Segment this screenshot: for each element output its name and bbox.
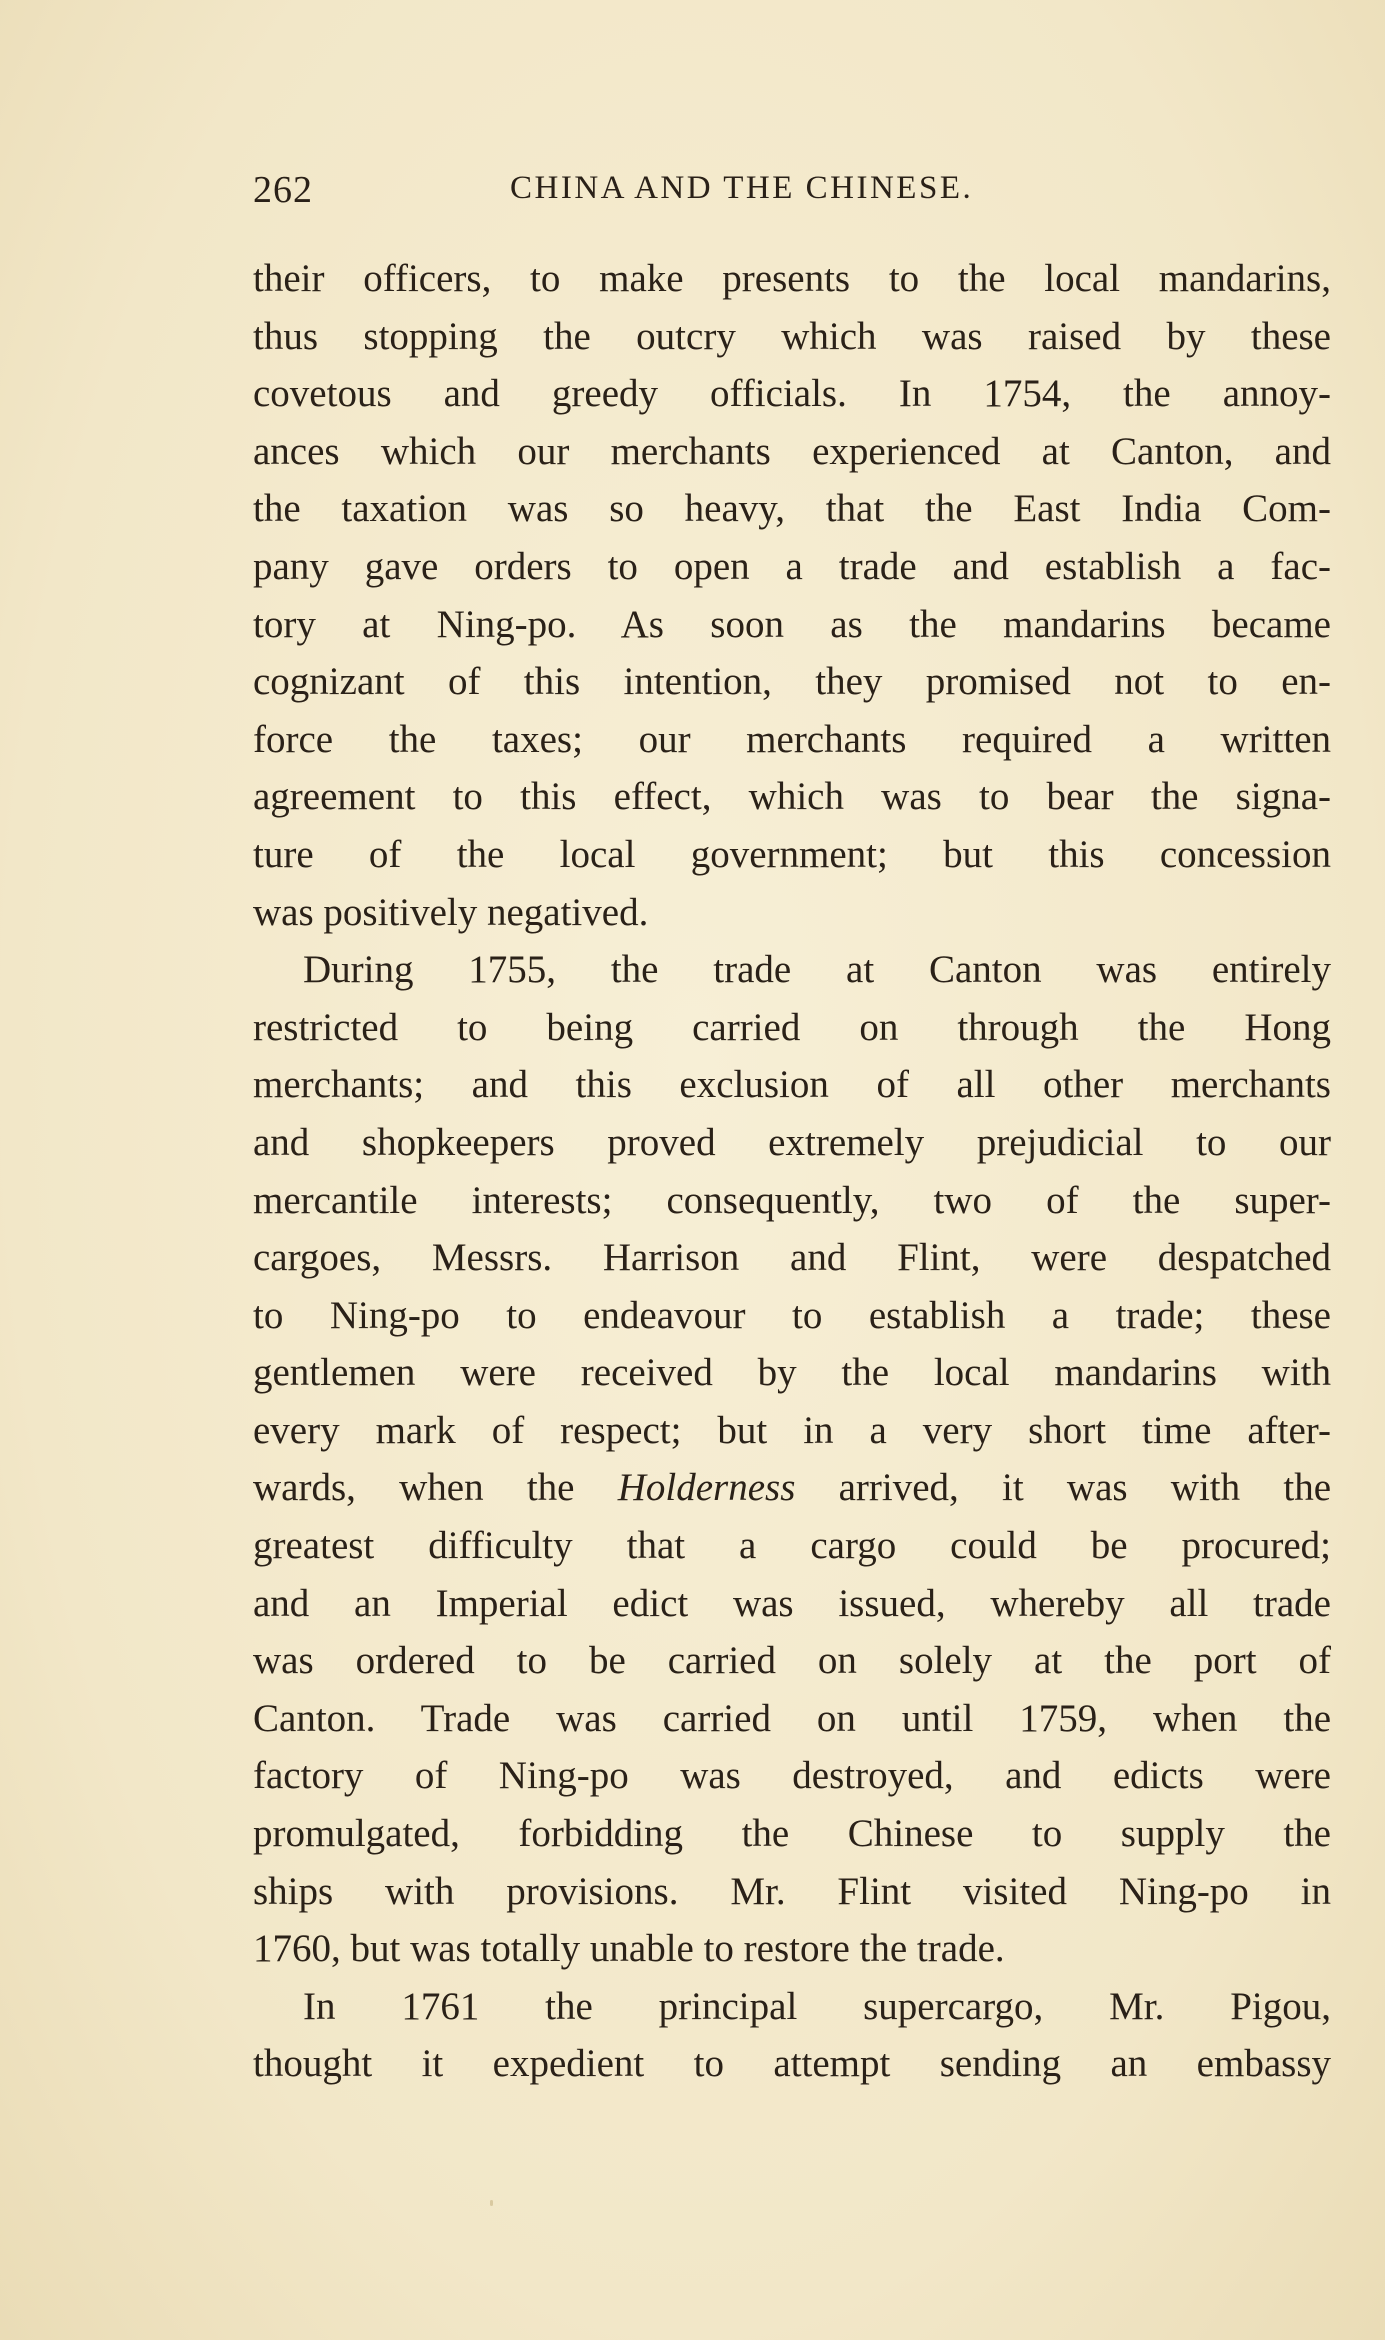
text-segment: wards, when the	[253, 1466, 575, 1510]
text-line: every mark of respect; but in a very short time after-	[253, 1408, 1331, 1452]
text-line: force the taxes; our merchants required a written	[253, 717, 1331, 761]
text-segment: arrived, it was with the	[838, 1466, 1332, 1510]
text-line: ances which our merchants experienced at Canton, and	[253, 429, 1331, 473]
text-line: the taxation was so heavy, that the East India Com-	[253, 487, 1331, 531]
text-line: mercantile interests; consequently, two of the super-	[253, 1178, 1331, 1222]
text-line: cargoes, Messrs. Harrison and Flint, were despatched	[253, 1236, 1331, 1280]
text-line: 1760, but was totally unable to restore the trade.	[253, 1927, 1005, 1971]
text-line: to Ning-po to endeavour to establish a trade; these	[253, 1293, 1331, 1337]
body-text	[253, 250, 1331, 2093]
paper-speck	[490, 2200, 493, 2206]
text-line: cognizant of this intention, they promised not to en-	[253, 660, 1331, 704]
ship-name-italic: Holderness	[617, 1466, 796, 1510]
page-number: 262	[253, 169, 313, 211]
text-line: was positively negatived.	[253, 890, 649, 934]
text-line: thought it expedient to attempt sending an embassy	[253, 2042, 1331, 2086]
text-line: greatest difficulty that a cargo could be procured;	[253, 1524, 1331, 1568]
text-line: and an Imperial edict was issued, whereby all trade	[253, 1581, 1331, 1625]
running-head: CHINA AND THE CHINESE.	[510, 170, 974, 206]
text-line: tory at Ning-po. As soon as the mandarins became	[253, 602, 1331, 646]
text-line: agreement to this effect, which was to bear the signa-	[253, 775, 1331, 819]
text-line: restricted to being carried on through the Hong	[253, 1005, 1331, 1049]
text-line: merchants; and this exclusion of all other merchants	[253, 1063, 1331, 1107]
text-line: During 1755, the trade at Canton was entirely	[303, 948, 1331, 992]
text-line: promulgated, forbidding the Chinese to supply the	[253, 1812, 1331, 1856]
text-line: factory of Ning-po was destroyed, and edicts were	[253, 1754, 1331, 1798]
text-line: Canton. Trade was carried on until 1759, when the	[253, 1696, 1331, 1740]
text-line: their officers, to make presents to the local mandarins,	[253, 257, 1331, 300]
text-line-with-italic	[253, 1459, 1331, 1517]
text-line: and shopkeepers proved extremely prejudicial to our	[253, 1120, 1331, 1164]
text-line: ture of the local government; but this concession	[253, 832, 1331, 876]
text-line: ships with provisions. Mr. Flint visited Ning-po in	[253, 1869, 1331, 1913]
text-line: In 1761 the principal supercargo, Mr. Pigou,	[303, 1984, 1331, 2028]
text-line: pany gave orders to open a trade and establish a fac-	[253, 544, 1331, 588]
text-line: was ordered to be carried on solely at the port of	[253, 1639, 1331, 1683]
page-header	[253, 168, 1333, 224]
text-line: covetous and greedy officials. In 1754, the annoy-	[253, 372, 1331, 416]
text-line: gentlemen were received by the local mandarins with	[253, 1351, 1331, 1395]
text-line: thus stopping the outcry which was raised by these	[253, 314, 1331, 358]
